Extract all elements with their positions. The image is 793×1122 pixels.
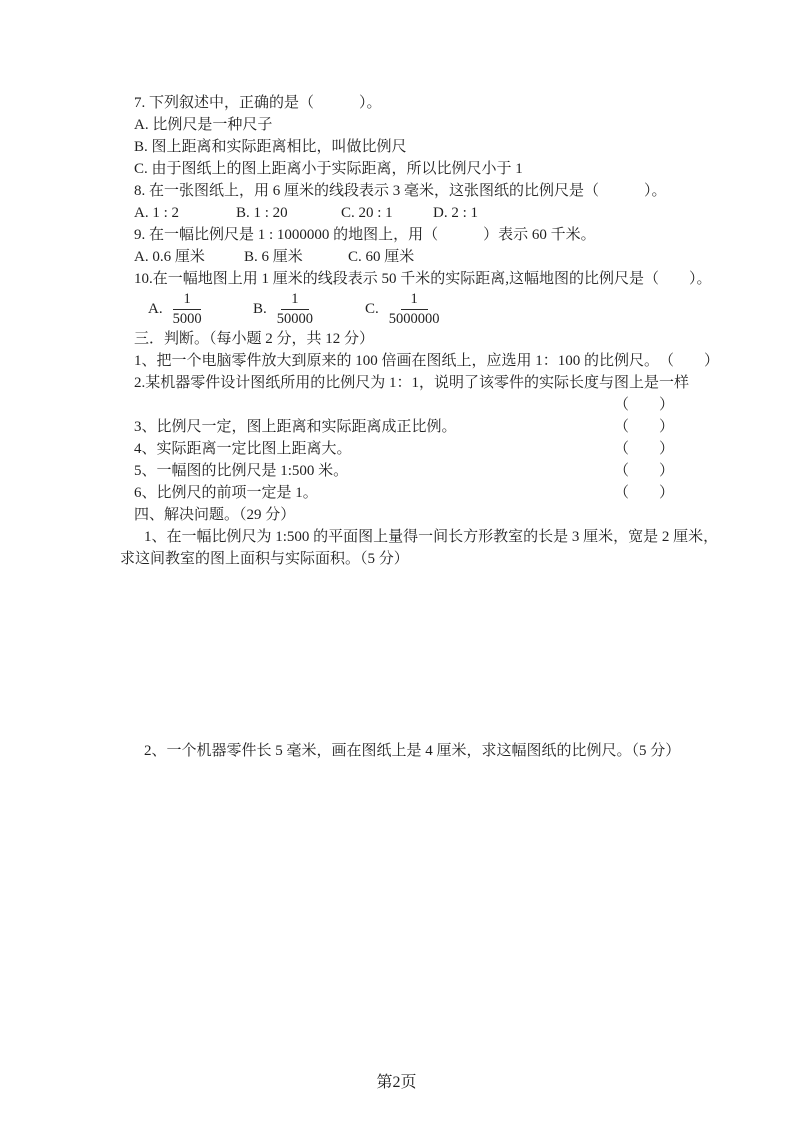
question-8-option-a: A. 1 : 2 [134,205,179,221]
test-paper-content [120,92,720,762]
question-8-option-c: C. 20 : 1 [341,205,393,221]
question-9-option-c: C. 60 厘米 [348,249,415,265]
solve-question-1-line-1: 1、在一幅比例尺为 1:500 的平面图上量得一间长方形教室的长是 3 厘米，宽是 2 厘米， [144,529,719,545]
fraction-numerator: 1 [401,291,428,310]
answer-parentheses: （ ） [659,353,720,369]
judge-item-5 [120,460,698,482]
answer-parentheses: （ ） [613,441,674,457]
page-number: 第2页 [376,1074,417,1091]
judge-item-text: 5、一幅图的比例尺是 1:500 米。 [134,463,349,479]
question-7-option-a: A. 比例尺是一种尺子 [134,117,273,133]
question-8-stem: 8. 在一张图纸上，用 6 厘米的线段表示 3 毫米，这张图纸的比例尺是（ ）。 [134,183,667,199]
answer-parentheses: （ ） [613,419,674,435]
judge-item-4 [120,438,698,460]
fraction [275,291,315,328]
judge-section-heading: 三．判断。（每小题 2 分，共 12 分） [134,331,375,347]
question-7-option-b: B. 图上距离和实际距离相比，叫做比例尺 [134,139,407,155]
fraction-denominator: 5000000 [388,310,440,327]
judge-item-3 [120,416,698,438]
question-9-options [120,246,698,268]
question-8-option-d: D. 2 : 1 [433,205,478,221]
question-9-option-a: A. 0.6 厘米 [134,249,205,265]
question-7-stem: 7. 下列叙述中，正确的是（ ）。 [134,95,382,111]
question-7-option-c: C. 由于图纸上的图上距离小于实际距离，所以比例尺小于 1 [134,161,523,177]
question-10-stem: 10.在一幅地图上用 1 厘米的线段表示 50 千米的实际距离,这幅地图的比例尺是（ ）。 [134,271,712,287]
fraction-numerator: 1 [281,291,308,310]
question-8-options [120,202,698,224]
question-10-option-a [148,291,253,328]
question-10-options [120,290,698,328]
question-9-stem: 9. 在一幅比例尺是 1 : 1000000 的地图上，用（ ）表示 60 千米。 [134,227,596,243]
fraction [387,291,442,328]
question-10-option-b [253,291,365,328]
question-8-option-b: B. 1 : 20 [236,205,288,221]
judge-item-text: 3、比例尺一定，图上距离和实际距离成正比例。 [134,419,457,435]
fraction [171,291,204,328]
solve-question-2: 2、一个机器零件长 5 毫米，画在图纸上是 4 厘米，求这幅图纸的比例尺。（5 分） [144,743,681,759]
judge-item-2-text: 2.某机器零件设计图纸所用的比例尺为 1：1，说明了该零件的实际长度与图上是一样 [134,375,690,391]
option-label: B. [253,300,267,317]
fraction-denominator: 50000 [276,310,314,327]
judge-item-text: 6、比例尺的前项一定是 1。 [134,485,318,501]
answer-parentheses: （ ） [613,463,674,479]
fraction-denominator: 5000 [172,310,202,327]
fraction-numerator: 1 [173,291,200,310]
judge-item-text: 4、实际距离一定比图上距离大。 [134,441,352,457]
judge-item-1 [120,350,720,372]
solve-section-heading: 四、解决问题。（29 分） [134,507,296,523]
option-label: C. [365,300,379,317]
judge-item-6 [120,482,698,504]
question-10-option-c [365,291,442,328]
question-9-option-b: B. 6 厘米 [244,249,303,265]
judge-item-2-paren-line [120,394,698,416]
option-label: A. [148,300,163,317]
answer-parentheses: （ ） [613,397,674,413]
judge-item-text: 1、把一个电脑零件放大到原来的 100 倍画在图纸上，应选用 1：100 的比例尺。 [134,353,660,369]
answer-parentheses: （ ） [613,485,674,501]
solve-question-1-line-2: 求这间教室的图上面积与实际面积。（5 分） [120,551,409,567]
